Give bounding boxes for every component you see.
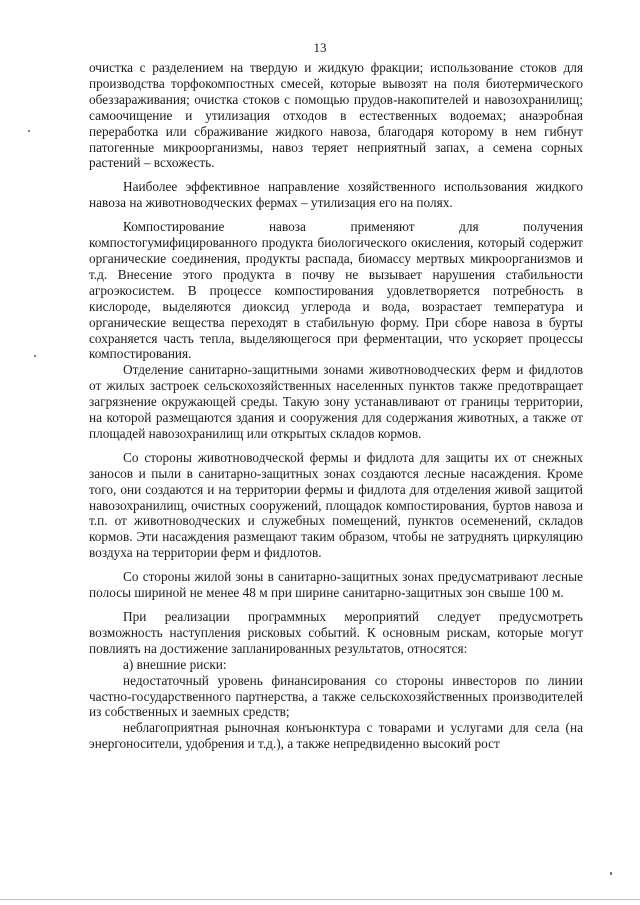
paragraph-field-utilization: Наиболее эффективное направление хозяйственного использования жидкого навоза на животноводческих фермах – утилизация его на полях.	[89, 179, 583, 211]
paragraph-forest-plantings: Со стороны животноводческой фермы и фидлота для защиты их от снежных заносов и пыли в санитарно-защитных зонах создаются лесные насаждения. Кроме того, они создаются и на территории фермы и фидлота для отделения живой защитой навозохранилищ, очистных сооружений, площадок компостирования, буртов навоза и т.п. от животноводческих и служебных помещений, пунктов осеменений, складов кормов. Эти насаждения размещают таким образом, чтобы не затруднять циркуляцию воздуха на территории ферм и фидлотов.	[89, 449, 583, 561]
paragraph-composting: Компостирование навоза применяют для получения компостогумифицированного продукта биологического окисления, который содержит органические соединения, продукты распада, биомассу мертвых микроорганизмов и т.д. Внесение этого продукта в почву не вызывает нарушения стабильности агроэкосистем. В процессе компостирования удовлетворяется потребность в кислороде, выделяются диоксид углерода и вода, возрастает температура и органические вещества переходят в стабильную форму. При сборе навоза в бурты сохраняется часть тепла, выделяющегося при ферментации, что ускоряет процессы компостирования.	[89, 219, 583, 362]
paragraph-waste-treatment: очистка с разделением на твердую и жидкую фракции; использование стоков для производства торфокомпостных смесей, которые вывозят на поля биотермического обеззараживания; очистка стоков с помощью прудов-накопителей и навозохранилищ; самоочищение и утилизация отходов в естественных водоемах; анаэробная переработка или сбраживание жидкого навоза, благодаря которому в нем гибнут патогенные микроорганизмы, навоз теряет неприятный запах, а семена сорных растений – всхожесть.	[89, 60, 583, 171]
paragraph-risks-intro: При реализации программных мероприятий следует предусмотреть возможность наступления рисковых событий. К основным рискам, которые могут повлиять на достижение запланированных результатов, относятся:	[89, 609, 583, 656]
paragraph-forest-strips: Со стороны жилой зоны в санитарно-защитных зонах предусматривают лесные полосы шириной не менее 48 м при ширине санитарно-защитных зон свыше 100 м.	[89, 569, 583, 601]
list-item-market-conditions: неблагоприятная рыночная конъюнктура с товарами и услугами для села (на энергоносители, удобрения и т.д.), а также непредвиденно высокий рост	[89, 720, 583, 752]
scan-speck	[610, 872, 612, 875]
paragraph-sanitary-zones: Отделение санитарно-защитными зонами животноводческих ферм и фидлотов от жилых застроек сельскохозяйственных населенных пунктов также предотвращает загрязнение окружающей среды. Такую зону устанавливают от границы территории, на которой размещаются здания и сооружения для содержания животных, а также от площадей навозохранилищ или открытых складов кормов.	[89, 362, 583, 441]
page-number: 13	[313, 40, 327, 55]
scan-edge-line	[0, 899, 640, 900]
page-body	[89, 60, 583, 752]
scan-speck	[28, 130, 30, 132]
list-item-financing: недостаточный уровень финансирования со стороны инвесторов по линии частно-государственного партнерства, а также сельскохозяйственных производителей из собственных и заемных средств;	[89, 672, 583, 720]
list-heading-external-risks: а) внешние риски:	[123, 656, 227, 672]
scan-speck	[34, 355, 36, 357]
